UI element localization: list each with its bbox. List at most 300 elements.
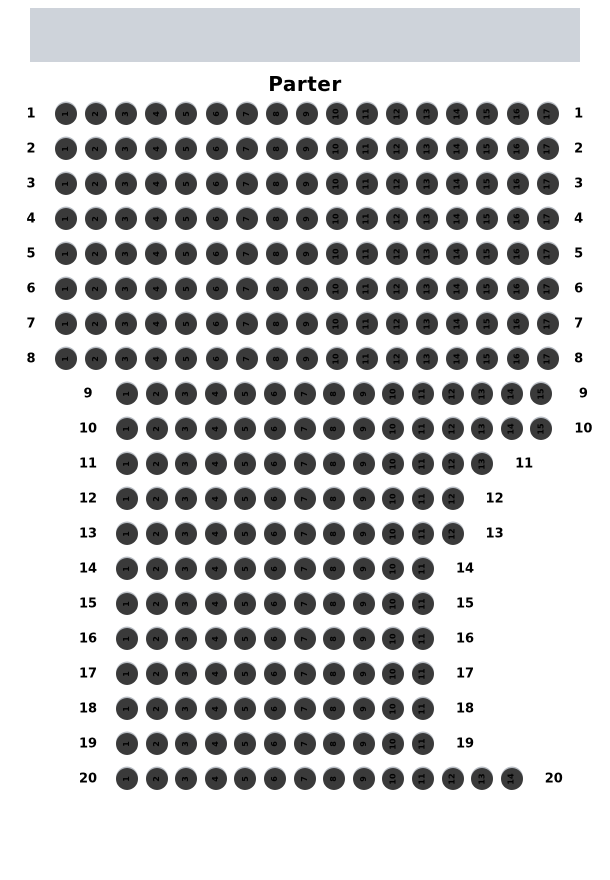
seat[interactable] [386, 278, 408, 300]
seat[interactable] [266, 173, 288, 195]
seat[interactable] [175, 243, 197, 265]
seat[interactable] [175, 453, 197, 475]
seat[interactable] [85, 348, 107, 370]
seat[interactable] [146, 663, 168, 685]
seat[interactable] [537, 208, 559, 230]
seat[interactable] [412, 523, 434, 545]
seat[interactable] [442, 523, 464, 545]
seat[interactable] [266, 278, 288, 300]
seat[interactable] [85, 138, 107, 160]
seat[interactable] [294, 663, 316, 685]
seat[interactable] [294, 488, 316, 510]
seat[interactable] [175, 278, 197, 300]
seat[interactable] [382, 383, 404, 405]
seat[interactable] [537, 243, 559, 265]
seat[interactable] [382, 593, 404, 615]
seat-number-label: 11 [361, 108, 371, 120]
seat[interactable] [296, 278, 318, 300]
seat-number-label: 8 [329, 426, 339, 432]
seat-number-label: 6 [211, 216, 221, 222]
seat[interactable] [175, 383, 197, 405]
seat[interactable] [115, 173, 137, 195]
seat[interactable] [236, 138, 258, 160]
seat[interactable] [382, 488, 404, 510]
seat[interactable] [386, 208, 408, 230]
seat[interactable] [116, 628, 138, 650]
seat-number-label: 9 [358, 706, 368, 712]
seat[interactable] [266, 313, 288, 335]
seat[interactable] [296, 138, 318, 160]
seat[interactable] [234, 733, 256, 755]
seat[interactable] [145, 173, 167, 195]
seat[interactable] [264, 698, 286, 720]
seat[interactable] [356, 278, 378, 300]
seat[interactable] [85, 103, 107, 125]
seat[interactable] [264, 733, 286, 755]
seat[interactable] [323, 383, 345, 405]
seat[interactable] [353, 663, 375, 685]
seat[interactable] [356, 208, 378, 230]
seat[interactable] [416, 103, 438, 125]
seat[interactable] [146, 453, 168, 475]
seat[interactable] [476, 138, 498, 160]
seat[interactable] [353, 453, 375, 475]
seat[interactable] [446, 348, 468, 370]
seat[interactable] [412, 418, 434, 440]
seat[interactable] [353, 488, 375, 510]
seat[interactable] [264, 488, 286, 510]
seat[interactable] [382, 698, 404, 720]
seat[interactable] [442, 383, 464, 405]
seat[interactable] [175, 558, 197, 580]
seat[interactable] [55, 243, 77, 265]
seat[interactable] [205, 523, 227, 545]
seat[interactable] [206, 208, 228, 230]
seat[interactable] [236, 313, 258, 335]
seat[interactable] [264, 768, 286, 790]
seat[interactable] [471, 768, 493, 790]
seat[interactable] [206, 278, 228, 300]
seat[interactable] [476, 103, 498, 125]
seat[interactable] [116, 663, 138, 685]
seat[interactable] [382, 558, 404, 580]
seat[interactable] [234, 418, 256, 440]
seat[interactable] [442, 453, 464, 475]
seat-number-label: 1 [121, 741, 131, 747]
seat[interactable] [146, 768, 168, 790]
seat[interactable] [205, 488, 227, 510]
seat[interactable] [382, 768, 404, 790]
seat[interactable] [55, 208, 77, 230]
seat[interactable] [537, 278, 559, 300]
seat[interactable] [264, 523, 286, 545]
seat[interactable] [353, 628, 375, 650]
seat[interactable] [412, 698, 434, 720]
seat[interactable] [412, 453, 434, 475]
seat[interactable] [116, 488, 138, 510]
seat[interactable] [507, 173, 529, 195]
seat[interactable] [85, 243, 107, 265]
seat[interactable] [353, 698, 375, 720]
seat[interactable] [234, 698, 256, 720]
seat[interactable] [85, 313, 107, 335]
seat[interactable] [145, 348, 167, 370]
seat[interactable] [416, 278, 438, 300]
seat[interactable] [446, 173, 468, 195]
seat[interactable] [412, 663, 434, 685]
seat[interactable] [205, 698, 227, 720]
seat[interactable] [294, 453, 316, 475]
seat[interactable] [323, 453, 345, 475]
seat[interactable] [264, 558, 286, 580]
seat[interactable] [146, 593, 168, 615]
seat[interactable] [471, 418, 493, 440]
seat[interactable] [326, 313, 348, 335]
seat[interactable] [356, 138, 378, 160]
seat[interactable] [412, 628, 434, 650]
seat[interactable] [236, 348, 258, 370]
seat[interactable] [507, 348, 529, 370]
seat[interactable] [236, 103, 258, 125]
seat[interactable] [530, 418, 552, 440]
seat[interactable] [323, 558, 345, 580]
seat[interactable] [206, 243, 228, 265]
seat[interactable] [85, 208, 107, 230]
seat[interactable] [234, 768, 256, 790]
seat[interactable] [382, 733, 404, 755]
seat[interactable] [356, 348, 378, 370]
seat[interactable] [206, 313, 228, 335]
seat[interactable] [471, 383, 493, 405]
seat[interactable] [236, 243, 258, 265]
seat[interactable] [236, 173, 258, 195]
seat[interactable] [323, 698, 345, 720]
seat[interactable] [386, 243, 408, 265]
seat[interactable] [205, 453, 227, 475]
seat[interactable] [116, 733, 138, 755]
seat[interactable] [234, 558, 256, 580]
seat[interactable] [294, 558, 316, 580]
seat[interactable] [115, 313, 137, 335]
seat[interactable] [264, 663, 286, 685]
seat[interactable] [323, 768, 345, 790]
seat-number-label: 2 [91, 356, 101, 362]
seat[interactable] [145, 243, 167, 265]
seat[interactable] [266, 138, 288, 160]
seat[interactable] [175, 628, 197, 650]
seat[interactable] [323, 593, 345, 615]
seat[interactable] [234, 383, 256, 405]
seat[interactable] [175, 103, 197, 125]
seat[interactable] [382, 523, 404, 545]
seat[interactable] [206, 173, 228, 195]
seat[interactable] [294, 768, 316, 790]
seat[interactable] [294, 593, 316, 615]
seat[interactable] [537, 103, 559, 125]
seat[interactable] [145, 138, 167, 160]
seat[interactable] [412, 488, 434, 510]
seat[interactable] [145, 278, 167, 300]
seat[interactable] [476, 173, 498, 195]
seat[interactable] [234, 453, 256, 475]
seat[interactable] [294, 733, 316, 755]
seat[interactable] [264, 453, 286, 475]
seat-number-label: 4 [151, 181, 161, 187]
seat[interactable] [296, 103, 318, 125]
seat[interactable] [442, 418, 464, 440]
seat[interactable] [537, 173, 559, 195]
seat[interactable] [234, 593, 256, 615]
seat[interactable] [507, 278, 529, 300]
seat[interactable] [353, 593, 375, 615]
seat[interactable] [205, 558, 227, 580]
seat[interactable] [296, 173, 318, 195]
seat[interactable] [146, 418, 168, 440]
seat[interactable] [266, 243, 288, 265]
seat[interactable] [115, 208, 137, 230]
seat-number-label: 1 [60, 356, 70, 362]
seat[interactable] [145, 103, 167, 125]
seat[interactable] [326, 278, 348, 300]
seat[interactable] [175, 348, 197, 370]
seat[interactable] [205, 663, 227, 685]
seat[interactable] [146, 558, 168, 580]
seat[interactable] [116, 593, 138, 615]
row-number-right: 19 [455, 736, 475, 752]
seat[interactable] [145, 313, 167, 335]
seat[interactable] [446, 103, 468, 125]
seat[interactable] [353, 733, 375, 755]
seat[interactable] [85, 278, 107, 300]
seat[interactable] [416, 243, 438, 265]
seat[interactable] [116, 523, 138, 545]
seat[interactable] [205, 418, 227, 440]
seat[interactable] [353, 558, 375, 580]
seat[interactable] [386, 173, 408, 195]
row-number-left: 17 [78, 666, 98, 682]
seat[interactable] [294, 523, 316, 545]
seat[interactable] [175, 523, 197, 545]
seat[interactable] [356, 313, 378, 335]
seat[interactable] [416, 138, 438, 160]
seat[interactable] [234, 663, 256, 685]
seat-number-label: 11 [417, 773, 427, 785]
seat[interactable] [116, 453, 138, 475]
seat[interactable] [530, 383, 552, 405]
seat[interactable] [326, 243, 348, 265]
seat[interactable] [323, 418, 345, 440]
seat[interactable] [175, 173, 197, 195]
seat[interactable] [205, 733, 227, 755]
seat[interactable] [146, 523, 168, 545]
seat[interactable] [386, 103, 408, 125]
seat[interactable] [234, 628, 256, 650]
seat[interactable] [326, 208, 348, 230]
seat-number-label: 8 [271, 356, 281, 362]
seat[interactable] [296, 243, 318, 265]
seat[interactable] [501, 383, 523, 405]
seat[interactable] [507, 103, 529, 125]
seat[interactable] [476, 243, 498, 265]
seat[interactable] [234, 523, 256, 545]
seat[interactable] [175, 488, 197, 510]
seat[interactable] [296, 208, 318, 230]
seat[interactable] [116, 768, 138, 790]
seat[interactable] [55, 348, 77, 370]
seat[interactable] [416, 313, 438, 335]
seat[interactable] [236, 278, 258, 300]
seat[interactable] [175, 418, 197, 440]
seat[interactable] [55, 103, 77, 125]
seat[interactable] [175, 593, 197, 615]
seat[interactable] [507, 243, 529, 265]
seat[interactable] [353, 768, 375, 790]
seat[interactable] [205, 628, 227, 650]
seat[interactable] [146, 488, 168, 510]
seat[interactable] [326, 138, 348, 160]
seat[interactable] [507, 313, 529, 335]
seat[interactable] [416, 348, 438, 370]
seat[interactable] [382, 453, 404, 475]
seat[interactable] [382, 663, 404, 685]
seat[interactable] [442, 488, 464, 510]
seat[interactable] [116, 698, 138, 720]
seat[interactable] [446, 243, 468, 265]
seat[interactable] [146, 733, 168, 755]
seat[interactable] [412, 768, 434, 790]
seat[interactable] [323, 733, 345, 755]
seat[interactable] [471, 453, 493, 475]
seat[interactable] [116, 558, 138, 580]
seat[interactable] [446, 138, 468, 160]
seat[interactable] [146, 628, 168, 650]
seat[interactable] [412, 593, 434, 615]
seat[interactable] [382, 418, 404, 440]
seat[interactable] [501, 418, 523, 440]
seat[interactable] [296, 313, 318, 335]
seat[interactable] [205, 768, 227, 790]
seat[interactable] [175, 698, 197, 720]
seat[interactable] [266, 208, 288, 230]
seat[interactable] [412, 383, 434, 405]
seat-number-label: 8 [329, 461, 339, 467]
seat[interactable] [507, 138, 529, 160]
seat[interactable] [323, 628, 345, 650]
seat[interactable] [55, 278, 77, 300]
seat[interactable] [386, 138, 408, 160]
seat[interactable] [175, 313, 197, 335]
seat[interactable] [412, 733, 434, 755]
seat[interactable] [266, 103, 288, 125]
seat[interactable] [294, 383, 316, 405]
seat[interactable] [537, 348, 559, 370]
seat[interactable] [175, 138, 197, 160]
seat[interactable] [175, 663, 197, 685]
seat[interactable] [537, 138, 559, 160]
seat[interactable] [206, 348, 228, 370]
seat[interactable] [55, 313, 77, 335]
seat[interactable] [416, 208, 438, 230]
seat-number-label: 2 [91, 286, 101, 292]
seat[interactable] [264, 593, 286, 615]
seat[interactable] [234, 488, 256, 510]
seat[interactable] [294, 418, 316, 440]
seat[interactable] [206, 138, 228, 160]
seat[interactable] [353, 523, 375, 545]
seat[interactable] [115, 243, 137, 265]
seat[interactable] [382, 628, 404, 650]
seat[interactable] [115, 138, 137, 160]
seat[interactable] [145, 208, 167, 230]
seat-number-label: 14 [452, 248, 462, 260]
row-number-left: 4 [26, 211, 36, 227]
seat[interactable] [205, 593, 227, 615]
seat[interactable] [115, 103, 137, 125]
seat[interactable] [175, 733, 197, 755]
seat[interactable] [386, 313, 408, 335]
seat[interactable] [146, 698, 168, 720]
seat[interactable] [446, 313, 468, 335]
seat[interactable] [356, 243, 378, 265]
seat[interactable] [236, 208, 258, 230]
seat[interactable] [146, 383, 168, 405]
seat[interactable] [116, 383, 138, 405]
seat[interactable] [264, 418, 286, 440]
seat[interactable] [356, 103, 378, 125]
seat[interactable] [537, 313, 559, 335]
seat[interactable] [115, 278, 137, 300]
seat[interactable] [175, 768, 197, 790]
seat[interactable] [55, 138, 77, 160]
seat[interactable] [412, 558, 434, 580]
seat[interactable] [55, 173, 77, 195]
seat[interactable] [206, 103, 228, 125]
seat[interactable] [476, 278, 498, 300]
seat[interactable] [294, 698, 316, 720]
seat[interactable] [205, 383, 227, 405]
seat[interactable] [501, 768, 523, 790]
seat[interactable] [353, 383, 375, 405]
seat[interactable] [476, 313, 498, 335]
seat[interactable] [326, 173, 348, 195]
seat[interactable] [507, 208, 529, 230]
seat[interactable] [294, 628, 316, 650]
seat[interactable] [266, 348, 288, 370]
seat[interactable] [323, 663, 345, 685]
seat[interactable] [115, 348, 137, 370]
seat[interactable] [442, 768, 464, 790]
seat[interactable] [296, 348, 318, 370]
seat[interactable] [386, 348, 408, 370]
seat[interactable] [446, 208, 468, 230]
seat[interactable] [356, 173, 378, 195]
seat[interactable] [264, 628, 286, 650]
seat[interactable] [476, 208, 498, 230]
seat[interactable] [116, 418, 138, 440]
seat[interactable] [416, 173, 438, 195]
seat[interactable] [446, 278, 468, 300]
seat[interactable] [85, 173, 107, 195]
seat[interactable] [175, 208, 197, 230]
seat[interactable] [326, 348, 348, 370]
seat[interactable] [323, 488, 345, 510]
seat[interactable] [326, 103, 348, 125]
seat-number-label: 11 [361, 178, 371, 190]
seat[interactable] [264, 383, 286, 405]
seat[interactable] [353, 418, 375, 440]
seat[interactable] [476, 348, 498, 370]
seat[interactable] [323, 523, 345, 545]
